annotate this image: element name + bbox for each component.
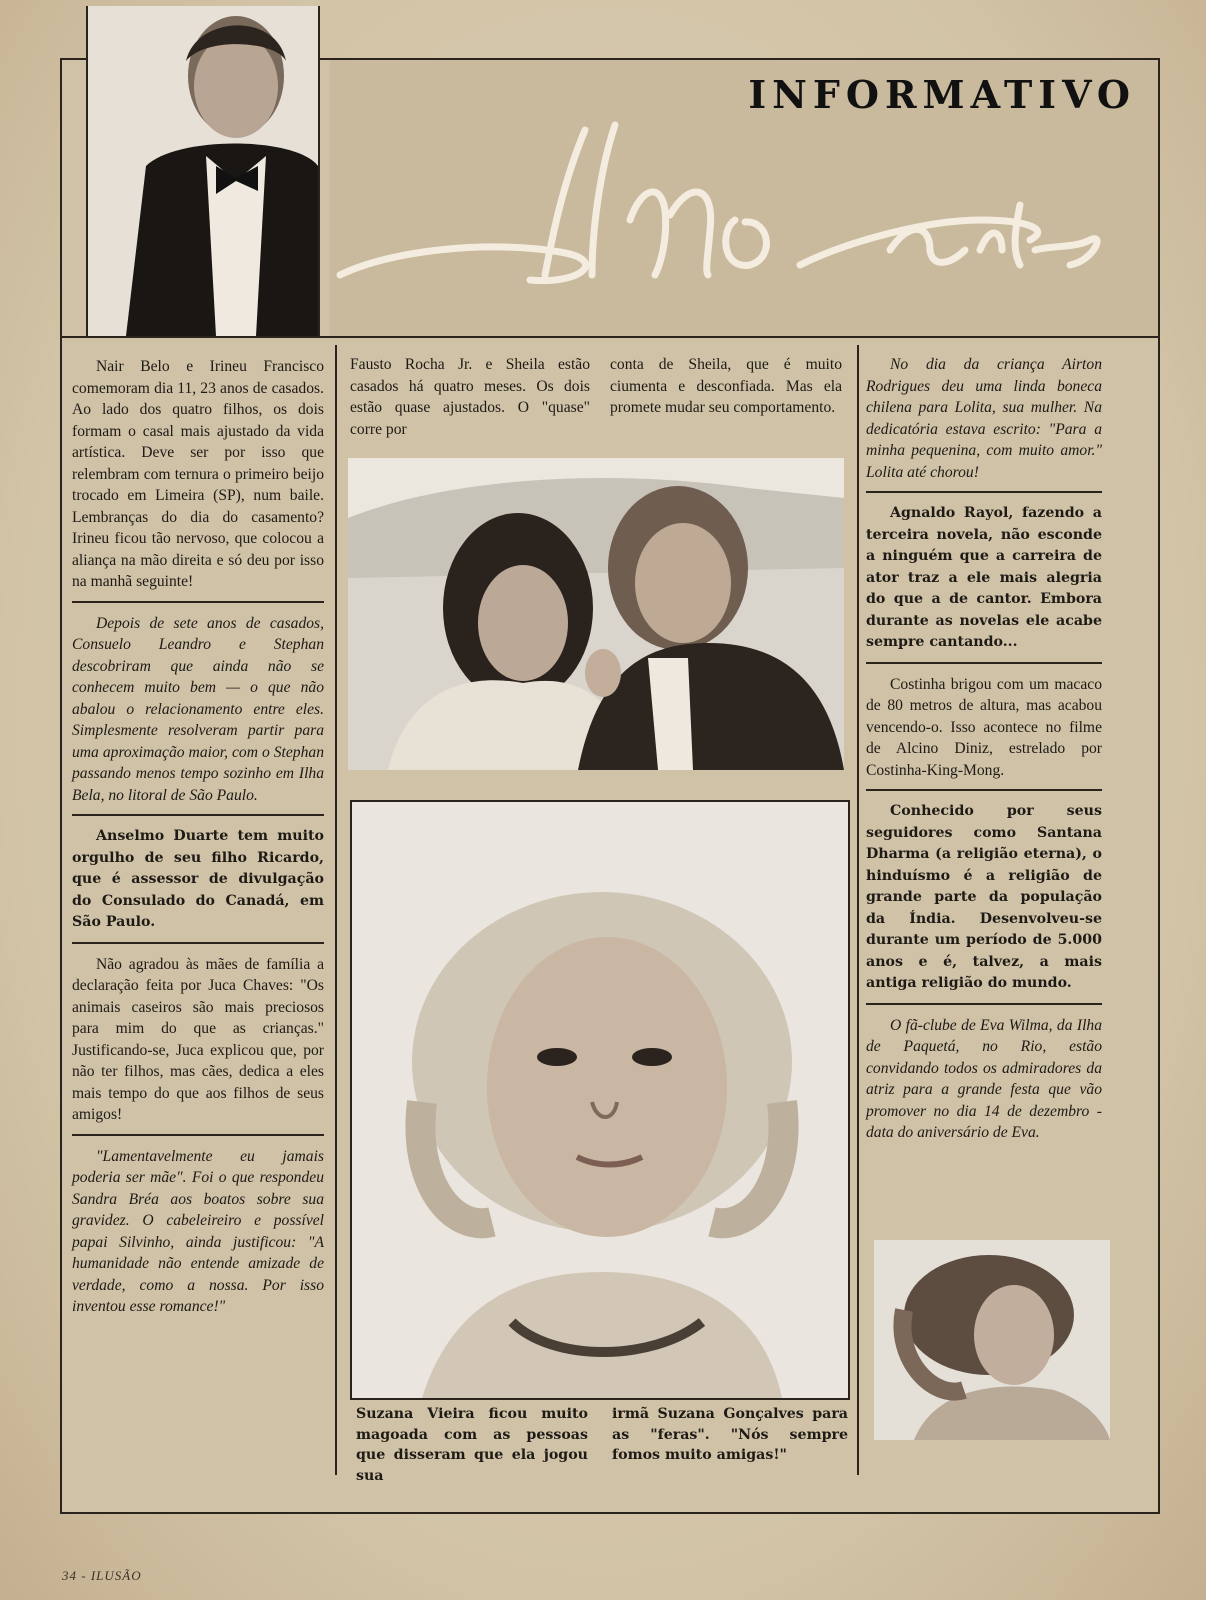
signature-text: Silvio Santos [330, 87, 415, 104]
eva-wilma-photo [874, 1240, 1110, 1440]
photo-caption-left: Suzana Vieira ficou muito magoada com as pessoas que disseram que ela jogou sua [356, 1406, 588, 1484]
header-band [330, 60, 1158, 338]
divider [866, 1003, 1102, 1005]
portrait-border [318, 6, 320, 336]
divider [866, 789, 1102, 791]
divider [72, 814, 324, 816]
suzana-vieira-photo [350, 800, 850, 1400]
divider [866, 491, 1102, 493]
article-agnaldo-rayol: Agnaldo Rayol, fazendo a terceira novela, não esconde a ninguém que a carreira de ator traz a ele mais alegria do que a de cantor. Embora durante as novelas ele acabe sempre cantando... [866, 505, 1102, 650]
article-fausto-sheila-part2 [610, 354, 842, 427]
article-anselmo-duarte: Anselmo Duarte tem muito orgulho de seu filho Ricardo, que é assessor de divulgação do Consulado do Canadá, em São Paulo. [72, 828, 324, 930]
couple-photo [348, 458, 844, 770]
article-fausto-sheila-part1 [350, 354, 590, 448]
article-airton-lolita: No dia da criança Airton Rodrigues deu uma linda boneca chilena para Lolita, sua mulher. Na dedicatória estava escrito: "Para a minha pequenina, com muito amor." Lolita até chorou! [866, 356, 1102, 481]
header-rule [60, 336, 1160, 338]
article-juca-chaves: Não agradou às mães de família a declaração feita por Juca Chaves: "Os animais caseiros são mais preciosos para mim do que as crianças." Justificando-se, Juca explicou que, por não ter filhos, mas cães, dedica a eles mais tempo do que aos filhos de seus amigos! [72, 955, 324, 1123]
divider [72, 601, 324, 603]
column-left [72, 356, 324, 1326]
article-fausto-sheila-continued: conta de Sheila, que é muito ciumenta e desconfiada. Mas ela promete mudar seu comportamento. [610, 356, 842, 416]
article-sandra-brea: "Lamentavelmente eu jamais poderia ser mãe". Foi o que respondeu Sandra Bréa aos boatos sobre sua gravidez. O cabeleireiro e possível papai Silvinho, ainda justificou: "A humanidade não entende amizade de verdade, como a nossa. Por isso inventou esse romance!" [72, 1147, 324, 1315]
column-divider-1 [335, 345, 337, 1475]
article-belo-irineu: Nair Belo e Irineu Francisco comemoram dia 11, 23 anos de casados. Ao lado dos quatro filhos, os dois formam o casal mais ajustado da vida artística. Deve ser por isso que relembram com ternura o primeiro beijo trocado em Limeira (SP), num baile. Lembranças do dia do casamento? Irineu ficou tão nervoso, que colocou a aliança na mão direita e só deu por isso na manhã seguinte! [72, 358, 324, 590]
divider [72, 1134, 324, 1136]
column-divider-2 [857, 345, 859, 1475]
portrait-border-left [86, 6, 88, 336]
divider [866, 662, 1102, 664]
portrait-photo [86, 6, 318, 336]
article-hinduismo: Conhecido por seus seguidores como Santana Dharma (a religião eterna), o hinduísmo é a religião de grande parte da população da Índia. Desenvolveu-se durante um período de 5.000 anos e é, talvez, a mais antiga religião do mundo. [866, 803, 1102, 991]
photo-caption-right: irmã Suzana Gonçalves para as "feras". "Nós sempre fomos muito amigas!" [612, 1406, 848, 1463]
article-fausto-sheila-text: Fausto Rocha Jr. e Sheila estão casados há quatro meses. Os dois estão quase ajustados. O "quase" corre por [350, 356, 590, 438]
divider [72, 942, 324, 944]
page-folio: 34 - ILUSÃO [62, 1568, 142, 1583]
section-title: INFORMATIVO [748, 72, 1136, 117]
article-consuelo-stephan: Depois de sete anos de casados, Consuelo Leandro e Stephan descobriram que ainda não se conhecem muito bem — o que não abalou o relacionamento entre eles. Simplesmente resolveram partir para uma aproximação maior, com o Stephan passando menos tempo sozinho em Ilha Bela, no litoral de São Paulo. [72, 614, 324, 804]
article-costinha: Costinha brigou com um macaco de 80 metros de altura, mas acabou vencendo-o. Isso acontece no filme de Alcino Diniz, estrelado por Costinha-King-Mong. [866, 675, 1102, 779]
article-eva-wilma: O fã-clube de Eva Wilma, da Ilha de Paquetá, no Rio, estão convidando todos os admiradores da atriz para a grande festa que vão promover no dia 14 de dezembro - data do aniversário de Eva. [866, 1016, 1102, 1141]
column-right [866, 354, 1102, 1152]
